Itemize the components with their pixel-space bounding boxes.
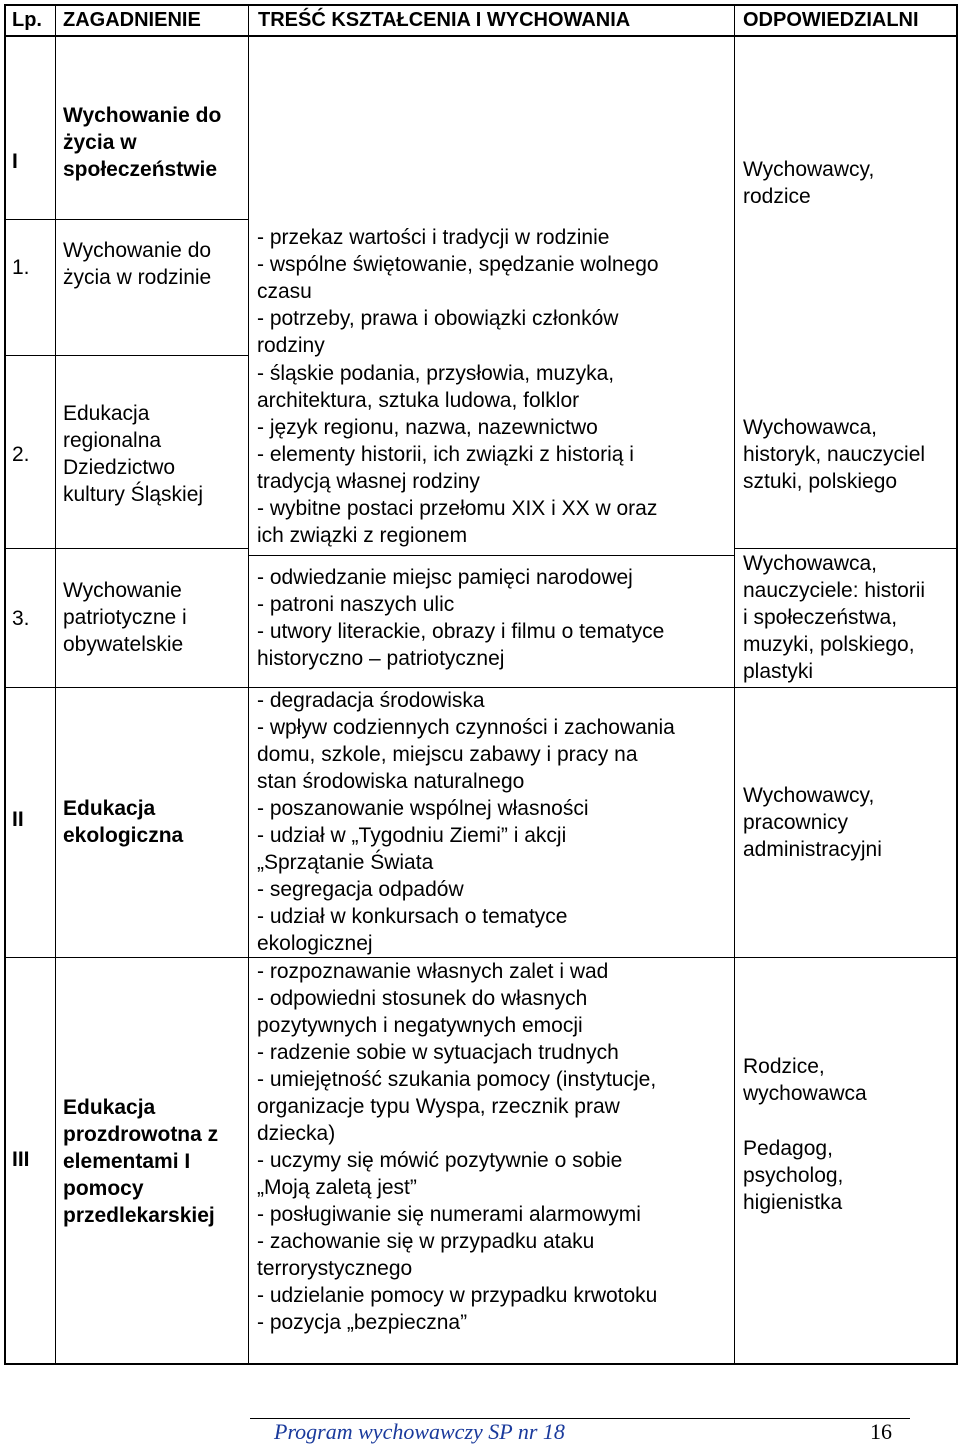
header-lp: Lp. (12, 9, 42, 31)
row-number: II (12, 808, 24, 831)
responsible-cell: Wychowawca, historyk, nauczyciel sztuki, polskiego (743, 416, 926, 493)
header-responsible: ODPOWIEDZIALNI (743, 9, 919, 31)
topic-cell: Wychowanie patriotyczne i obywatelskie (63, 579, 187, 656)
content-cell: - śląskie podania, przysłowia, muzyka, architektura, sztuka ludowa, folklor - język regionu, nazwa, nazewnictwo - elementy historii, ich związki z historią i tradycją własnej rodziny - wybitne postaci przełomu XIX i XX w oraz ich związki z regionem (257, 362, 658, 547)
row-number: 1. (12, 256, 30, 279)
topic-cell: Edukacja ekologiczna (63, 797, 184, 847)
topic-cell: Edukacja prozdrowotna z elementami I pomocy przedlekarskiej (63, 1096, 219, 1227)
content-cell: - degradacja środowiska - wpływ codziennych czynności i zachowania domu, szkole, miejscu zabawy i pracy na stan środowiska naturalnego - poszanowanie wspólnej własności - udział w „Tygodniu Ziemi” i akcji „Sprzątanie Świata - segregacja odpadów - udział w konkursach o tematyce ekologicznej (257, 689, 675, 955)
row-number: III (12, 1148, 30, 1171)
content-cell: - rozpoznawanie własnych zalet i wad - odpowiedni stosunek do własnych pozytywnych i negatywnych emocji - radzenie sobie w sytuacjach trudnych - umiejętność szukania pomocy (instytucje, organizacje typu Wyspa, rzecznik praw dziecka) - uczymy się mówić pozytywnie o sobie „Moją zaletą jest” - posługiwanie się numerami alarmowymi - zachowanie się w przypadku ataku terrorystycznego - udzielanie pomocy w przypadku krwotoku - pozycja „bezpieczna” (257, 960, 658, 1334)
header-topic: ZAGADNIENIE (63, 9, 201, 31)
responsible-cell: Wychowawcy, rodzice (743, 158, 875, 208)
topic-cell: Wychowanie do życia w społeczeństwie (63, 104, 222, 181)
topic-cell: Edukacja regionalna Dziedzictwo kultury Śląskiej (63, 402, 204, 506)
content-cell: - odwiedzanie miejsc pamięci narodowej - patroni naszych ulic - utwory literackie, obrazy i filmu o tematyce historyczno – patriotycznej (257, 566, 665, 670)
row-number: 3. (12, 607, 30, 630)
row-number: I (12, 150, 18, 173)
header-content: TREŚĆ KSZTAŁCENIA I WYCHOWANIA (258, 9, 631, 31)
responsible-cell: Wychowawca, nauczyciele: historii i społeczeństwa, muzyki, polskiego, plastyki (743, 552, 926, 683)
responsible-cell-secondary: Pedagog, psycholog, higienistka (743, 1137, 844, 1214)
page-number: 16 (870, 1419, 892, 1444)
topic-cell: Wychowanie do życia w rodzinie (63, 239, 212, 289)
footer-program-title: Program wychowawczy SP nr 18 (274, 1419, 565, 1444)
responsible-cell: Wychowawcy, pracownicy administracyjni (743, 784, 882, 861)
responsible-cell: Rodzice, wychowawca (743, 1055, 867, 1105)
content-cell: - przekaz wartości i tradycji w rodzinie - wspólne świętowanie, spędzanie wolnego czasu - potrzeby, prawa i obowiązki członków rodziny (257, 226, 659, 357)
row-number: 2. (12, 443, 30, 466)
